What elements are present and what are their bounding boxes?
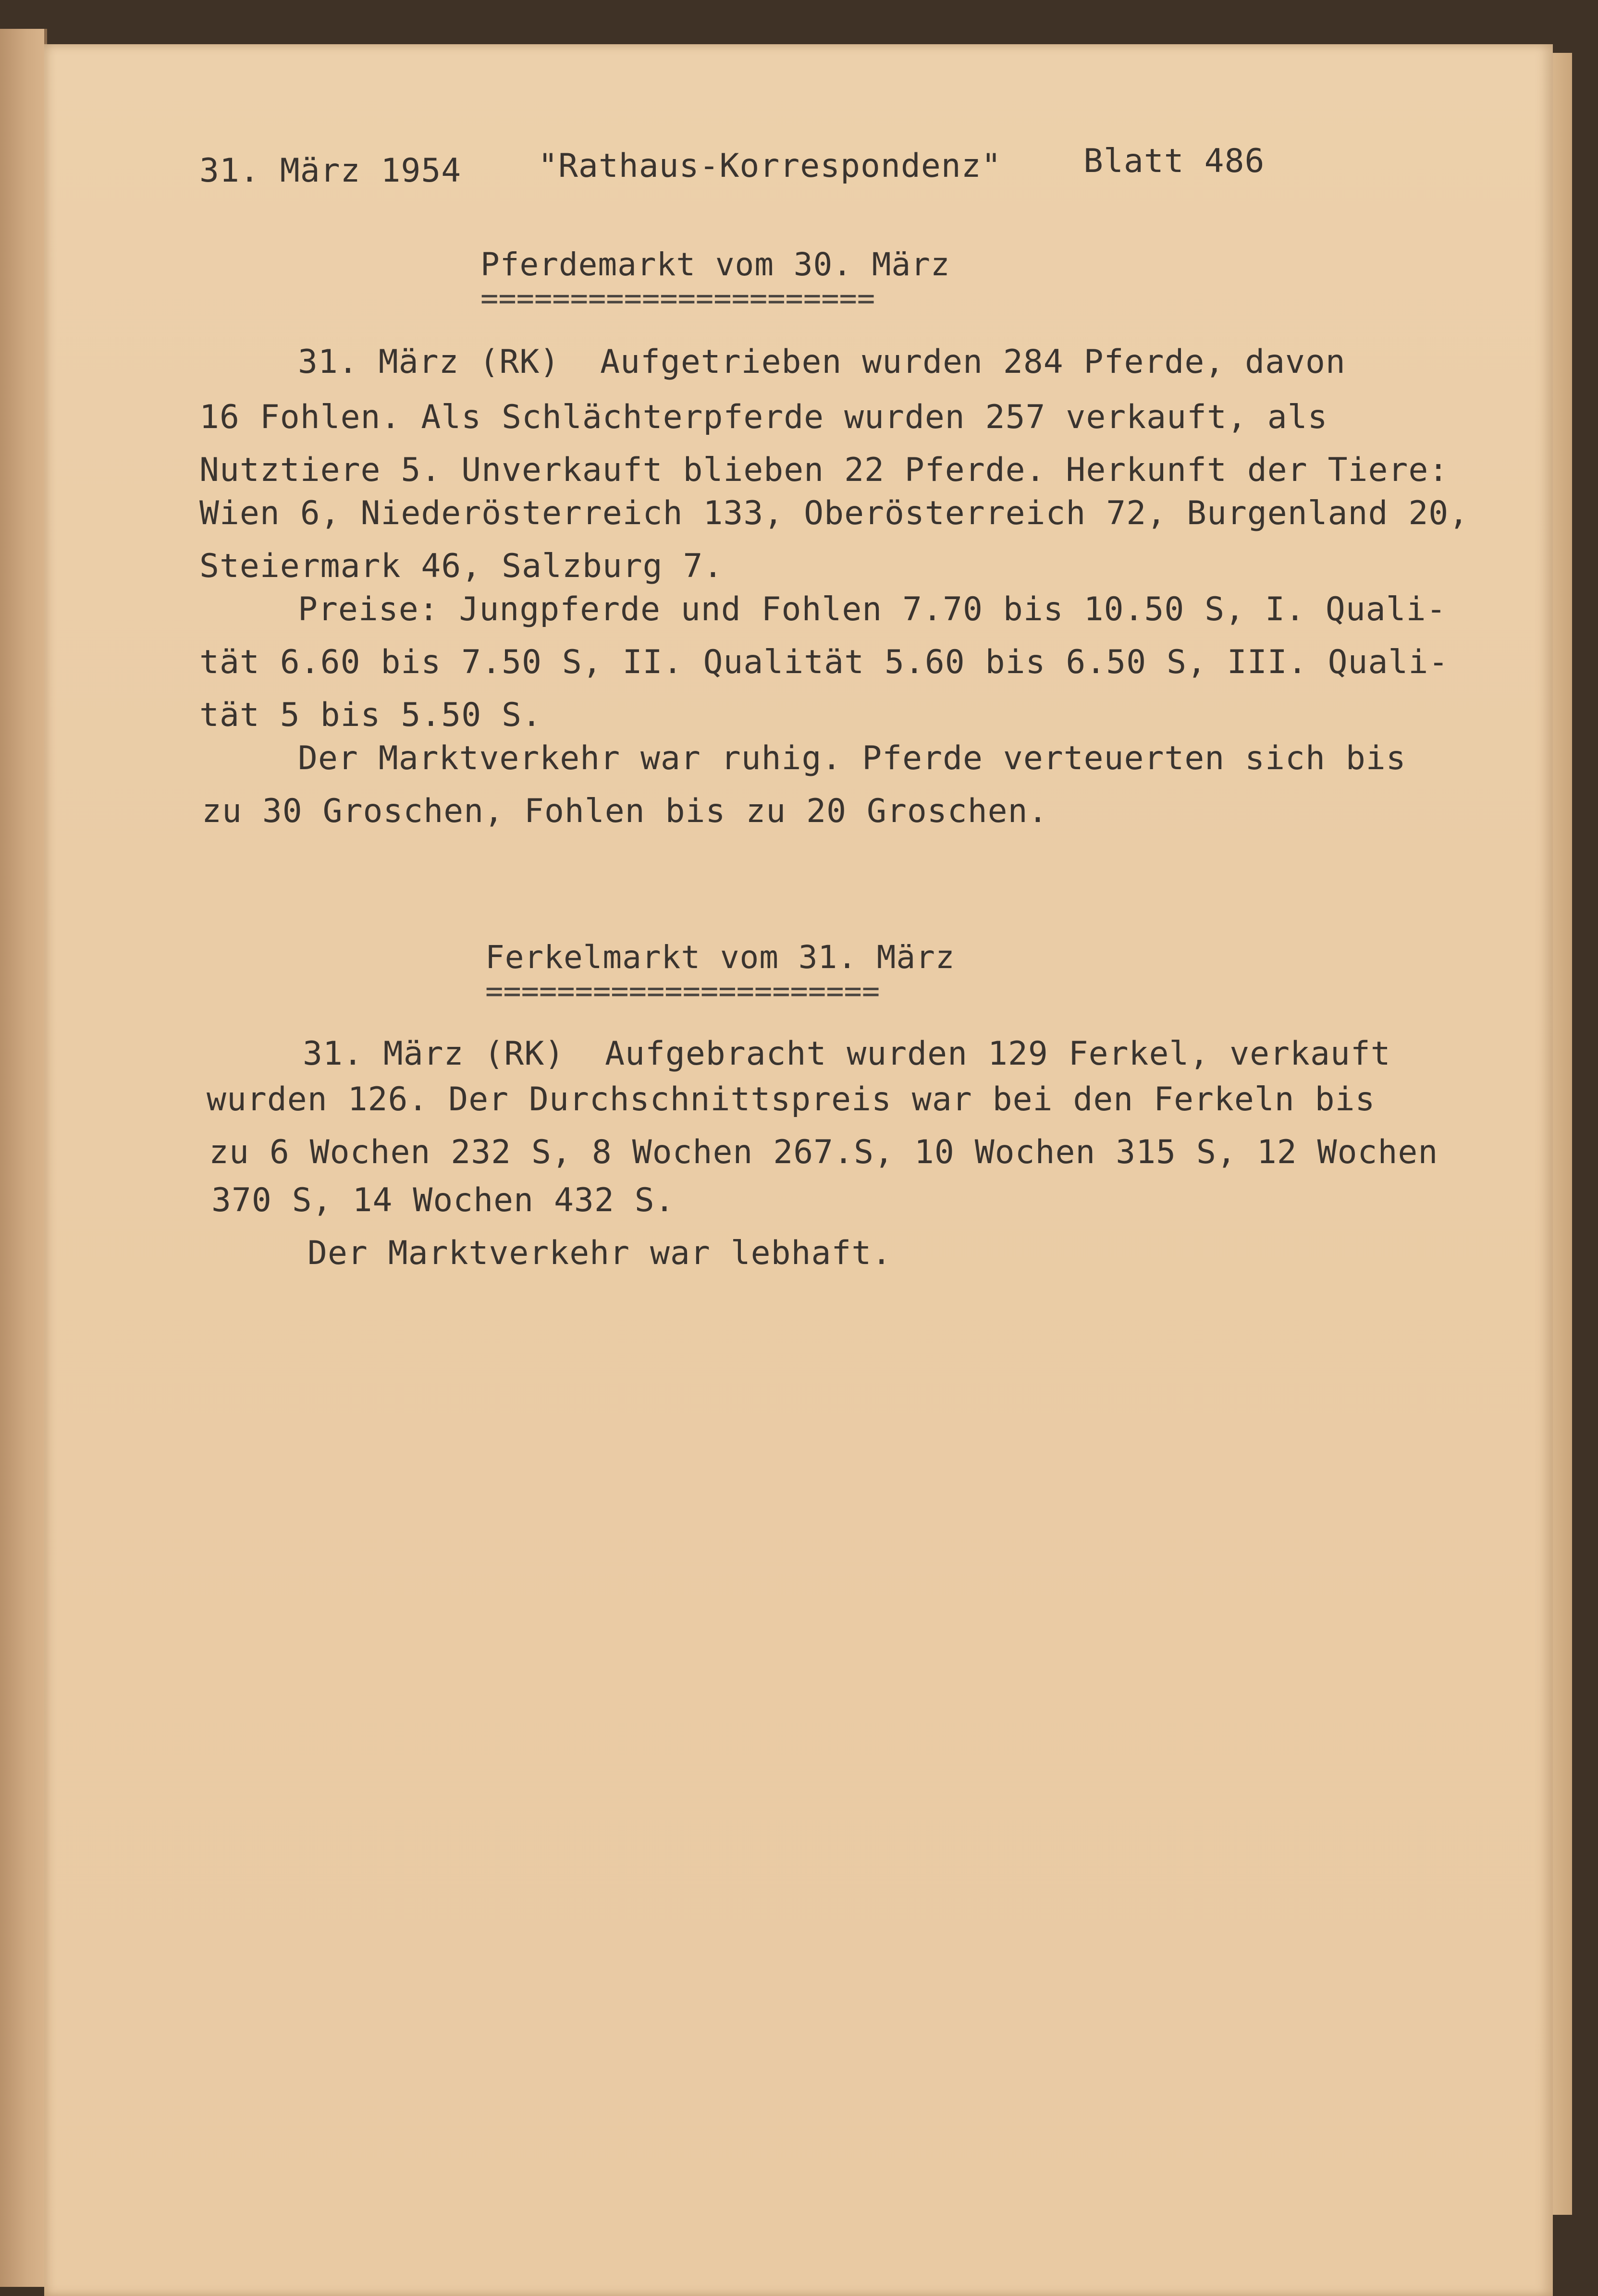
header-sheet-number: Blatt 486 (1083, 142, 1265, 180)
paragraph-line: Der Marktverkehr war lebhaft. (307, 1234, 892, 1272)
section-title-pferdemarkt: Pferdemarkt vom 30. März (480, 246, 950, 283)
section-title-ferkelmarkt: Ferkelmarkt vom 31. März (485, 939, 955, 976)
paragraph-line: Nutztiere 5. Unverkauft blieben 22 Pferde. Herkunft der Tiere: (199, 451, 1449, 489)
paragraph-line: tät 5 bis 5.50 S. (199, 696, 542, 734)
header-publication: "Rathaus-Korrespondenz" (538, 147, 1002, 185)
paragraph-line: zu 30 Groschen, Fohlen bis zu 20 Groschen. (202, 792, 1048, 830)
paragraph-line: 370 S, 14 Wochen 432 S. (211, 1181, 675, 1219)
paragraph-line: tät 6.60 bis 7.50 S, II. Qualität 5.60 bis 6.50 S, III. Quali- (199, 643, 1449, 681)
paragraph-line: zu 6 Wochen 232 S, 8 Wochen 267.S, 10 Wochen 315 S, 12 Wochen (209, 1133, 1438, 1171)
paragraph-line: 31. März (RK) Aufgebracht wurden 129 Ferkel, verkauft (303, 1035, 1391, 1073)
paragraph-line: 16 Fohlen. Als Schlächterpferde wurden 257 verkauft, als (199, 398, 1328, 436)
paragraph-line: Wien 6, Niederösterreich 133, Oberösterreich 72, Burgenland 20, (199, 494, 1469, 532)
page-stack-edge (1553, 53, 1572, 2215)
paragraph-line: wurden 126. Der Durchschnittspreis war bei den Ferkeln bis (207, 1080, 1376, 1118)
paragraph-line: Steiermark 46, Salzburg 7. (199, 547, 724, 585)
title-underline: ====================== (485, 973, 880, 1008)
paragraph-line: Preise: Jungpferde und Fohlen 7.70 bis 10.50 S, I. Quali- (298, 590, 1447, 628)
paragraph-line: Der Marktverkehr war ruhig. Pferde verteuerten sich bis (298, 739, 1406, 777)
paragraph-line: 31. März (RK) Aufgetrieben wurden 284 Pferde, davon (298, 343, 1346, 381)
header-date: 31. März 1954 (199, 152, 462, 190)
facing-page-edge (0, 29, 47, 2287)
title-underline: ====================== (480, 281, 875, 316)
